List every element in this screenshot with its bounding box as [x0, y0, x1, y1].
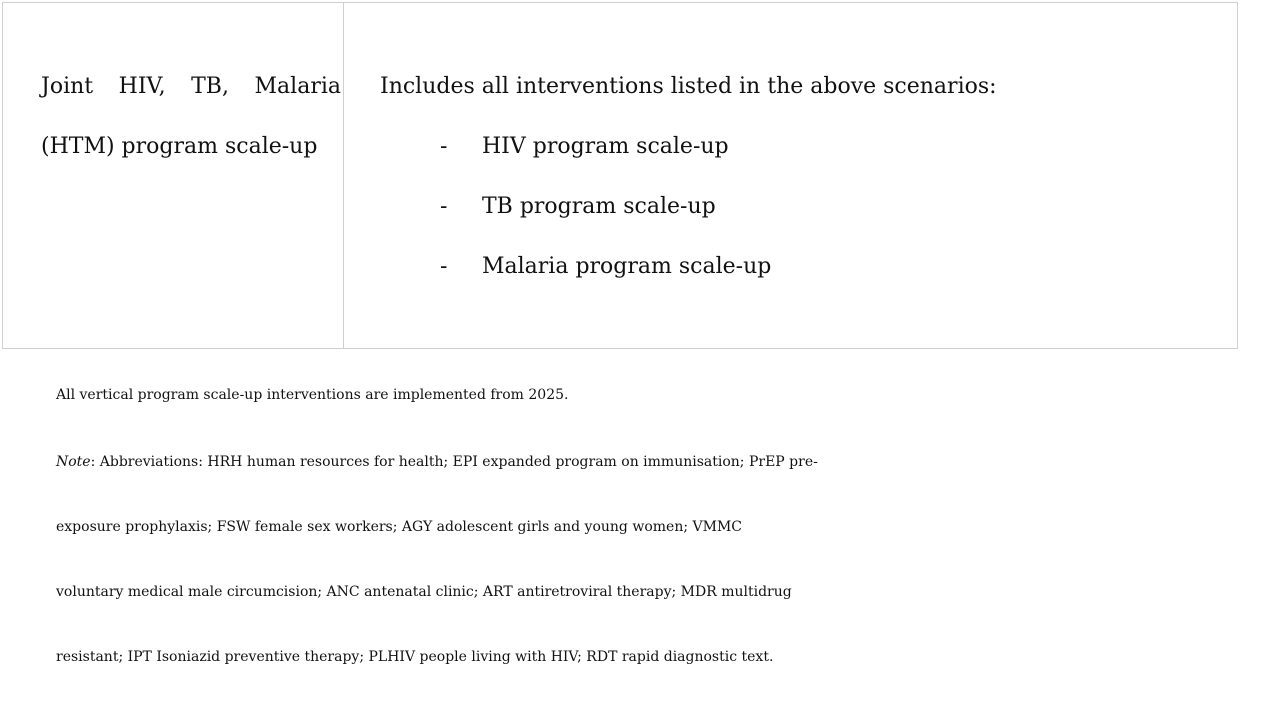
list-dash: - [440, 134, 448, 159]
note-line-2: exposure prophylaxis; FSW female sex workers; AGY adolescent girls and young women; VMMC [56, 519, 742, 535]
list-item-text: TB program scale-up [482, 194, 716, 219]
note-label: Note [56, 454, 91, 470]
note-line-4: resistant; IPT Isoniazid preventive therapy; PLHIV people living with HIV; RDT rapid diagnostic text. [56, 649, 774, 665]
scenario-table [2, 2, 1238, 349]
scenario-name-line-1: Joint HIV, TB, Malaria [41, 74, 341, 99]
list-dash: - [440, 254, 448, 279]
note-text-1: : Abbreviations: HRH human resources for health; EPI expanded program on immunisation; PrEP pre- [90, 454, 818, 470]
note-line-3: voluntary medical male circumcision; ANC antenatal clinic; ART antiretroviral therapy; MDR multidrug [56, 584, 792, 600]
scenario-description-intro: Includes all interventions listed in the above scenarios: [380, 74, 997, 99]
scenario-name-line-2: (HTM) program scale-up [41, 134, 318, 159]
scenario-description-cell [344, 3, 1237, 348]
list-item [380, 237, 1237, 297]
list-item [380, 117, 1237, 177]
list-item-text: HIV program scale-up [482, 134, 729, 159]
note-line-1 [56, 442, 1280, 507]
list-dash: - [440, 194, 448, 219]
intervention-list [380, 117, 1237, 297]
scenario-name-cell [3, 3, 344, 348]
implementation-paragraph: All vertical program scale-up interventions are implemented from 2025. [56, 387, 569, 403]
list-item-text: Malaria program scale-up [482, 254, 772, 279]
list-item [380, 177, 1237, 237]
abbreviations-note [56, 442, 1280, 702]
